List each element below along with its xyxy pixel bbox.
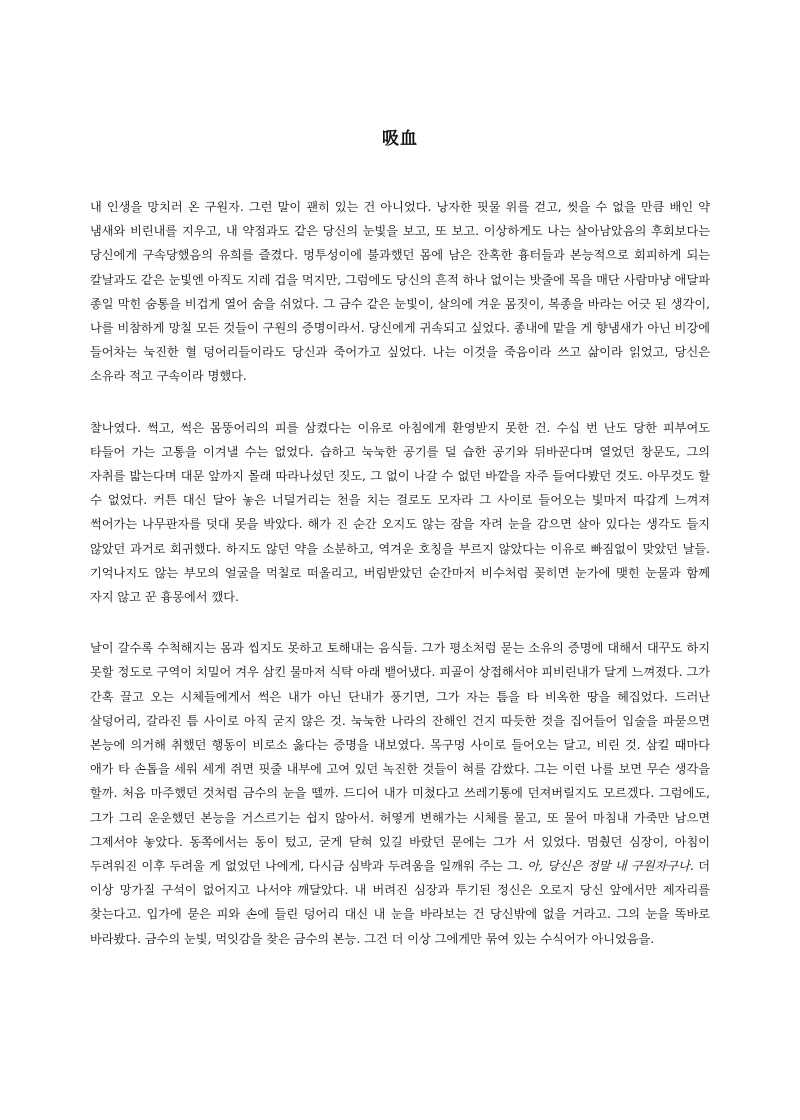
paragraph-3-text-before-italic: 날이 갈수록 수척해지는 몸과 씹지도 못하고 토해내는 음식들. 그가 평소처럼 묻는 소유의 증명에 대해서 대꾸도 하지 못할 정도로 구역이 치밀어 겨우 삼킨 물마저 식탁 아래 뱉어냈다. 피골이 상접해서야 피비린내가 달게 느껴졌다. 그가 간혹 끌고 오는 시체들에게서 썩은 내가 아닌 단내가 풍기면, 그가 자는 틈을 타 비옥한 땅을 헤집었다. 드러난 살덩어리, 갈라진 틈 사이로 아직 굳지 않은 것. 눅눅한 나라의 잔해인 건지 따듯한 것을 집어들어 입술을 파묻으면 본능에 의거해 취했던 행동이 비로소 옳다는 증명을 내보였다. 목구멍 사이로 들어오는 달고, 비린 것. 삼킬 때마다 애가 타 손톱을 세워 세게 쥐면 핏줄 내부에 고여 있던 녹진한 것들이 혀를 감쌌다. 그는 이런 나를 보면 무슨 생각을 할까. 처음 마주했던 것처럼 금수의 눈을 뗄까. 드디어 내가 미쳤다고 쓰레기통에 던져버릴지도 모르겠다. 그럼에도, 그가 그리 운운했던 본능을 거스르기는 쉽지 않아서. 허옇게 변해가는 시체를 물고, 또 물어 마침내 가죽만 남으면 그제서야 놓았다. 동쪽에서는 동이 텄고, 굳게 닫혀 있길 바랐던 문에는 그가 서 있었다. 멈췄던 심장이, 아침이 두려워진 이후 두려울 게 없었던 나에게, 다시금 심박과 두려움을 일깨워 주는 그.: [90, 641, 710, 874]
document-title: 吸血: [382, 129, 418, 149]
paragraph-3: [90, 636, 710, 951]
paragraph-3-italic-phrase: 아, 당신은 정말 내 구원자구나.: [527, 859, 694, 874]
paragraph-1: 내 인생을 망치러 온 구원자. 그런 말이 괜히 있는 건 아니었다. 낭자한 핏물 위를 걷고, 씻을 수 없을 만큼 배인 약 냄새와 비린내를 지우고, 내 약점과도 같은 당신의 눈빛을 보고, 또 보고. 이상하게도 나는 살아남았음의 후회보다는 당신에게 구속당했음의 유희를 즐겼다. 멍투성이에 불과했던 몸에 남은 잔혹한 흉터들과 본능적으로 회피하게 되는 칼날과도 같은 눈빛엔 아직도 지레 겁을 먹지만, 그럼에도 당신의 흔적 하나 없이는 밧줄에 목을 매단 사람마냥 애달파 종일 막힌 숨통을 비겁게 열어 숨을 쉬었다. 그 금수 같은 눈빛이, 살의에 겨운 몸짓이, 복종을 바라는 어긋 된 생각이, 나를 비참하게 망칠 모든 것들이 구원의 증명이라서. 당신에게 귀속되고 싶었다. 종내에 맡을 게 향냄새가 아닌 비강에 들어차는 눅진한 혈 덩어리들이라도 당신과 죽어가고 싶었다. 나는 이것을 죽음이라 쓰고 삶이라 읽었고, 당신은 소유라 적고 구속이라 명했다.: [90, 200, 710, 384]
paragraph-2: 찰나였다. 썩고, 썩은 몸뚱어리의 피를 삼켰다는 이유로 아침에게 환영받지 못한 건. 수십 번 난도 당한 피부여도 타들어 가는 고통을 이겨낼 수는 없었다. 습하고 눅눅한 공기를 덜 습한 공기와 뒤바꾼다며 열었던 창문도, 그의 자취를 밟는다며 대문 앞까지 몰래 따라나섰던 짓도, 그 없이 나갈 수 없던 바깥을 자주 들여다봤던 것도. 아무것도 할 수 없었다. 커튼 대신 달아 놓은 너덜거리는 천을 치는 걸로도 모자라 그 사이로 들어오는 빛마저 따갑게 느껴져 썩어가는 나무판자를 덧대 못을 박았다. 해가 진 순간 오지도 않는 잠을 자려 눈을 감으면 살아 있다는 생각도 들지 않았던 과거로 회귀했다. 하지도 않던 약을 소분하고, 역겨운 호칭을 부르지 않았다는 이유로 빠짐없이 맞았던 날들. 기억나지도 않는 부모의 얼굴을 먹칠로 떠올리고, 버림받았던 순간마저 비수처럼 꽂히면 눈가에 맺힌 눈물과 함께 자지 않고 꾼 흉몽에서 깼다.: [90, 420, 710, 605]
paragraph-3-text-after-italic: 더 이상 망가질 구석이 없어지고 나서야 깨달았다. 내 버려진 심장과 투기된 정신은 오로지 당신 앞에서만 제자리를 찾는다고. 입가에 묻은 피와 손에 들린 덩어리 대신 내 눈을 바라보는 건 당신밖에 없을 거라고. 그의 눈을 똑바로 바라봤다. 금수의 눈빛, 먹잇감을 찾은 금수의 본능. 그건 더 이상 그에게만 묶여 있는 수식어가 아니었음을.: [90, 859, 711, 946]
